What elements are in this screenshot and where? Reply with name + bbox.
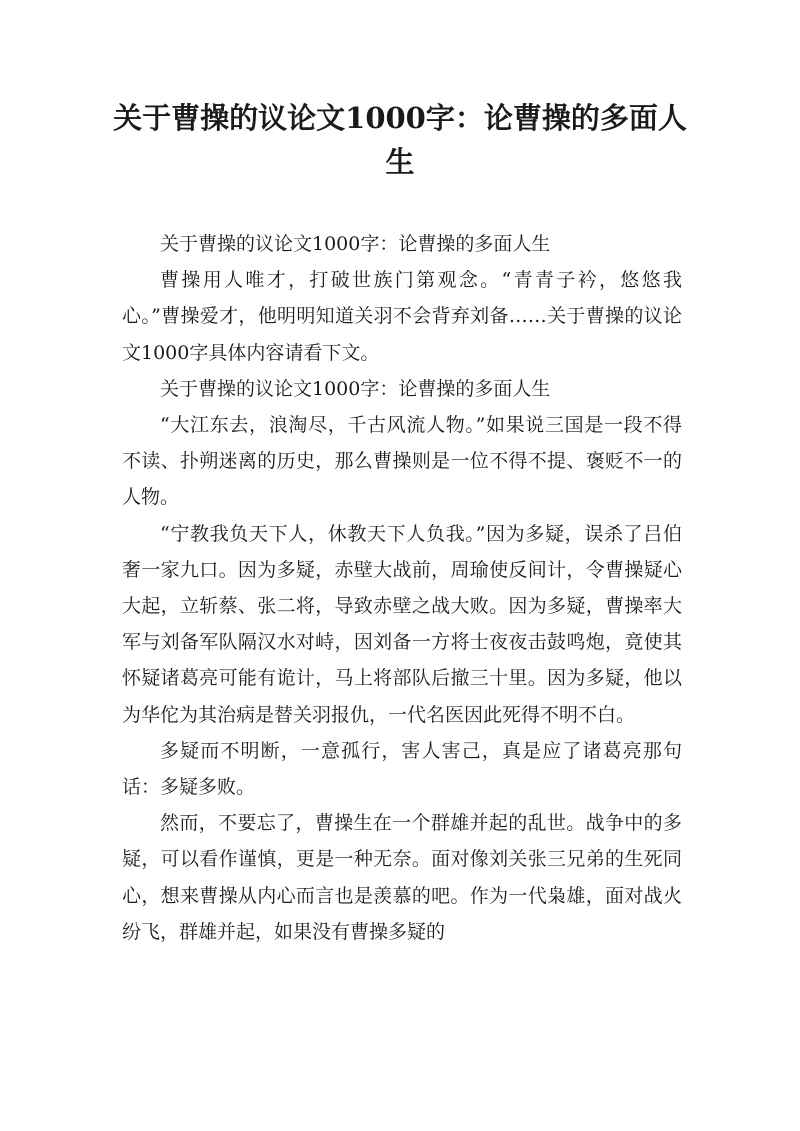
document-body [122, 226, 682, 950]
paragraph-suspicion: “宁教我负天下人，休教天下人负我。”因为多疑，误杀了吕伯奢一家九口。因为多疑，赤壁大战前，周瑜使反间计，令曹操疑心大起，立斩蔡、张二将，导致赤壁之战大败。因为多疑，曹操率大军与刘备军队隔汉水对峙，因刘备一方将士夜夜击鼓鸣炮，竟使其怀疑诸葛亮可能有诡计，马上将部队后撤三十里。因为多疑，他以为华佗为其治病是替关羽报仇，一代名医因此死得不明不白。 [122, 522, 682, 726]
paragraph-subtitle: 关于曹操的议论文1000字：论曹操的多面人生 [160, 233, 551, 255]
paragraph-conclusion: 多疑而不明断，一意孤行，害人害己，真是应了诸葛亮那句话：多疑多败。 [122, 739, 682, 799]
paragraph-intro: 曹操用人唯才，打破世族门第观念。“青青子衿，悠悠我心。”曹操爱才，他明明知道关羽不会背弃刘备……关于曹操的议论文1000字具体内容请看下文。 [122, 269, 682, 364]
paragraph-opening: “大江东去，浪淘尽，千古风流人物。”如果说三国是一段不得不读、扑朔迷离的历史，那么曹操则是一位不得不提、褒贬不一的人物。 [122, 414, 682, 509]
paragraph-counterpoint: 然而，不要忘了，曹操生在一个群雄并起的乱世。战争中的多疑，可以看作谨慎，更是一种无奈。面对像刘关张三兄弟的生死同心，想来曹操从内心而言也是羡慕的吧。作为一代枭雄，面对战火纷飞，群雄并起，如果没有曹操多疑的 [122, 812, 682, 943]
document-title: 关于曹操的议论文1000字：论曹操的多面人生 [113, 101, 687, 179]
paragraph-subtitle-repeat: 关于曹操的议论文1000字：论曹操的多面人生 [160, 377, 551, 400]
